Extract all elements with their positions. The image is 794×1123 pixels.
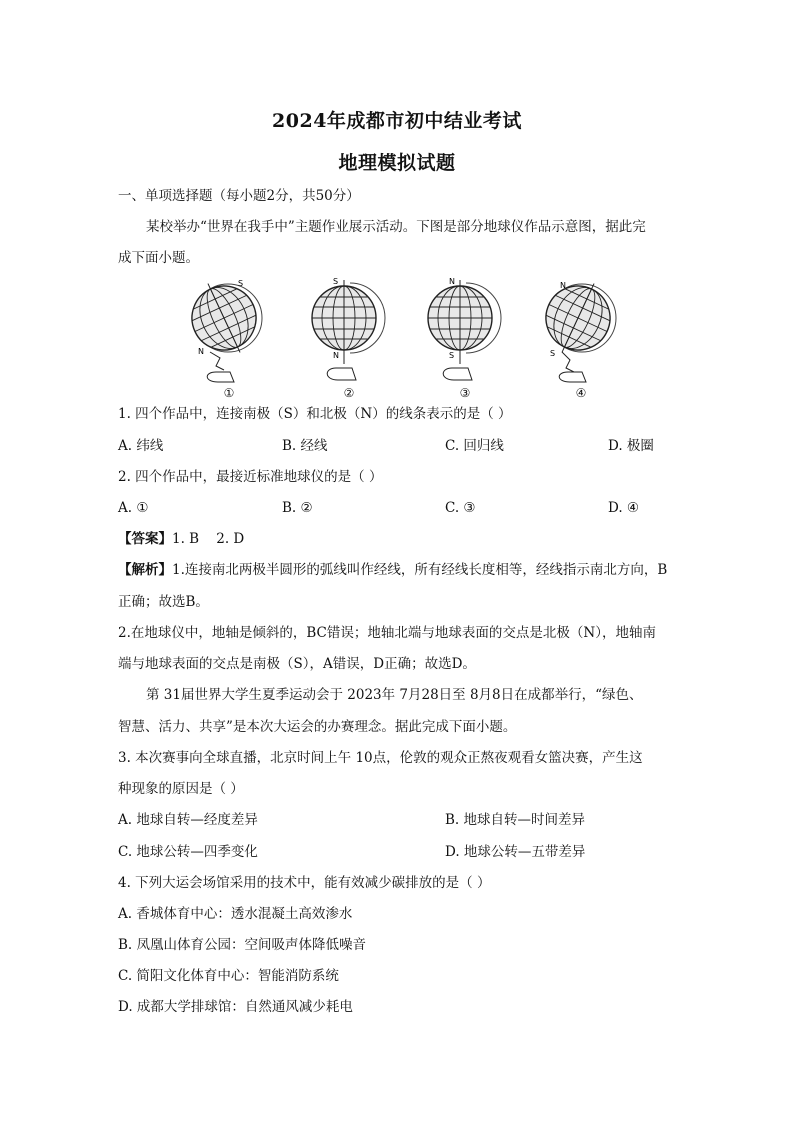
q3-stem-line2: 种现象的原因是（ ） <box>118 781 244 797</box>
globe-4-top-pole: N <box>560 281 566 290</box>
answer-label: 【答案】 <box>118 531 172 547</box>
q3-option-b: B. 地球自转—时间差异 <box>445 812 586 828</box>
analysis-line2: 正确；故选B。 <box>118 594 209 610</box>
q1-stem: 1. 四个作品中，连接南极（S）和北极（N）的线条表示的是（ ） <box>118 406 512 422</box>
intro1-line2: 成下面小题。 <box>118 250 199 266</box>
globe-2-top-pole: S <box>333 277 339 286</box>
globe-3-bottom-pole: S <box>449 351 455 360</box>
q1-option-d: D. 极圈 <box>608 438 654 454</box>
q4-stem: 4. 下列大运会场馆采用的技术中，能有效减少碳排放的是（ ） <box>118 875 491 891</box>
analysis-line1 <box>118 561 667 579</box>
globe-4 <box>538 276 624 400</box>
globe-1-drawing <box>186 276 272 384</box>
globe-figure <box>186 276 606 400</box>
analysis-text1: 1.连接南北两极半圆形的弧线叫作经线，所有经线长度相等，经线指示南北方向，B <box>172 562 668 578</box>
analysis-label: 【解析】 <box>118 562 172 578</box>
answer-text: 1. B 2. D <box>172 531 245 547</box>
exam-title: 2024年成都市初中结业考试 <box>272 110 522 132</box>
globe-3-top-pole: N <box>449 277 455 286</box>
q2-option-a: A. ① <box>118 500 149 516</box>
globe-2-bottom-pole: N <box>333 351 339 360</box>
globe-3 <box>422 276 508 400</box>
q2-option-d: D. ④ <box>608 500 640 516</box>
q1-option-a: A. 纬线 <box>118 438 164 454</box>
q2-option-c: C. ③ <box>445 500 476 516</box>
globe-2-label: ② <box>343 386 355 400</box>
globe-1-label: ① <box>223 386 235 400</box>
q3-option-d: D. 地球公转—五带差异 <box>445 844 586 860</box>
q4-option-a: A. 香城体育中心：透水混凝土高效渗水 <box>118 906 353 922</box>
globe-1 <box>186 276 272 400</box>
globe-1-bottom-pole: N <box>198 347 204 356</box>
q4-option-c: C. 简阳文化体育中心：智能消防系统 <box>118 968 339 984</box>
section-heading: 一、单项选择题（每小题2分，共50分） <box>118 188 360 204</box>
exam-subtitle: 地理模拟试题 <box>338 152 456 174</box>
intro1-line1: 某校举办“世界在我手中”主题作业展示活动。下图是部分地球仪作品示意图，据此完 <box>146 219 646 235</box>
globe-4-bottom-pole: S <box>550 349 556 358</box>
q3-option-a: A. 地球自转—经度差异 <box>118 812 258 828</box>
intro2-line1: 第 31届世界大学生夏季运动会于 2023年 7月28日至 8月8日在成都举行，“绿色、 <box>146 687 643 703</box>
globe-4-label: ④ <box>575 386 587 400</box>
q4-option-b: B. 凤凰山体育公园：空间吸声体降低噪音 <box>118 937 367 953</box>
q1-option-c: C. 回归线 <box>445 438 504 454</box>
globe-2 <box>306 276 392 400</box>
q1-option-b: B. 经线 <box>282 438 328 454</box>
analysis-line3: 2.在地球仪中，地轴是倾斜的，BC错误；地轴北端与地球表面的交点是北极（N），地轴南 <box>118 625 656 641</box>
q2-stem: 2. 四个作品中，最接近标准地球仪的是（ ） <box>118 469 383 485</box>
globe-4-drawing <box>538 276 624 384</box>
globe-3-label: ③ <box>459 386 471 400</box>
globe-2-drawing <box>306 276 392 384</box>
analysis-line4: 端与地球表面的交点是南极（S），A错误，D正确；故选D。 <box>118 656 476 672</box>
globe-1-top-pole: S <box>238 279 244 288</box>
q3-option-c: C. 地球公转—四季变化 <box>118 844 258 860</box>
answer-line <box>118 530 244 548</box>
q3-stem-line1: 3. 本次赛事向全球直播，北京时间上午 10点，伦敦的观众正熬夜观看女篮决赛，产生这 <box>118 750 643 766</box>
q4-option-d: D. 成都大学排球馆：自然通风减少耗电 <box>118 999 353 1015</box>
intro2-line2: 智慧、活力、共享”是本次大运会的办赛理念。据此完成下面小题。 <box>118 719 517 735</box>
q2-option-b: B. ② <box>282 500 313 516</box>
globe-3-drawing <box>422 276 508 384</box>
